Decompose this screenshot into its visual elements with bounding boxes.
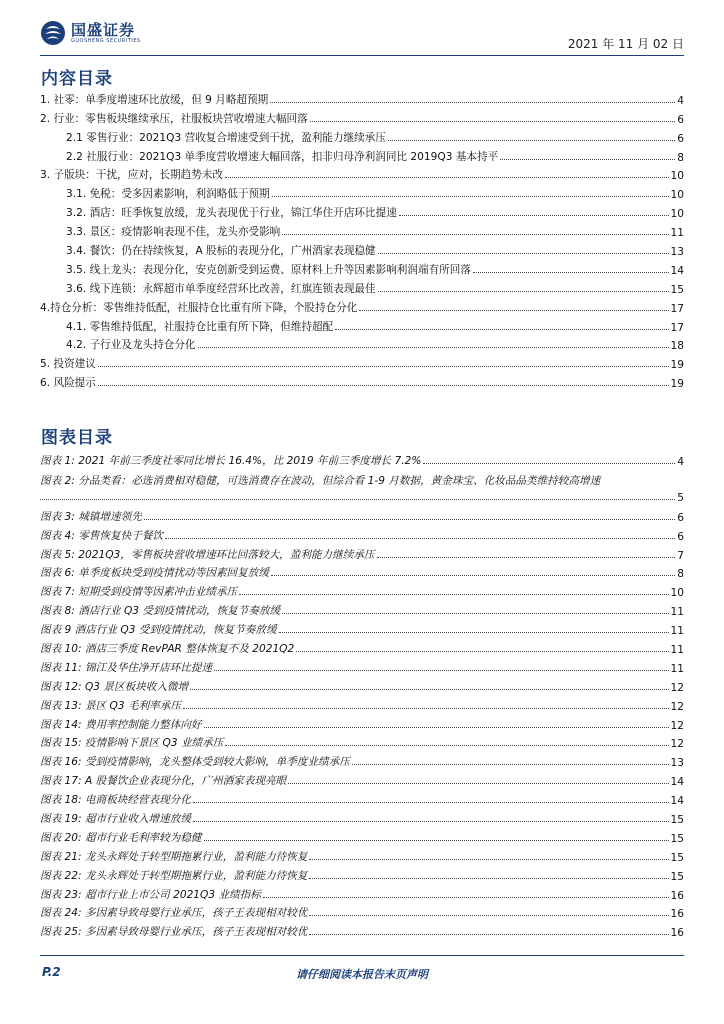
dot-leader — [263, 897, 669, 898]
toc-entry-page: 8 — [677, 151, 684, 164]
toc-entry[interactable] — [40, 315, 684, 334]
figure-entry-label: 图表 16: 受到疫情影响，龙头整体受到较大影响，单季度业绩承压 — [40, 756, 350, 769]
toc-entry-label: 3.6. 线下连锁：永辉超市单季度经营环比改善，红旗连锁表现最佳 — [66, 282, 376, 295]
figure-entry-page: 16 — [670, 908, 684, 921]
toc-entry[interactable] — [40, 239, 684, 258]
figure-entry-page: 15 — [670, 814, 684, 827]
dot-leader — [98, 366, 669, 367]
dot-leader — [309, 878, 668, 879]
figure-entry[interactable] — [40, 675, 684, 694]
toc-entry-label: 3.3. 景区：疫情影响表现不佳，龙头亦受影响 — [66, 226, 281, 239]
dot-leader — [423, 463, 675, 464]
brand-name-en: GUOSHENG SECURITIES — [71, 37, 141, 44]
figure-entry-page: 7 — [677, 549, 684, 562]
dot-leader — [377, 557, 676, 558]
toc-entry-label: 2.2 社服行业：2021Q3 单季度营收增速大幅回落，扣非归母净利润同比 2019Q3 基本持平 — [66, 150, 499, 163]
toc-entry[interactable] — [40, 164, 684, 183]
header-divider — [40, 55, 684, 56]
dot-leader — [296, 651, 668, 652]
figure-entry-page: 4 — [677, 455, 684, 468]
toc-entry-page: 17 — [670, 302, 684, 315]
figure-entry-label: 图表 12: Q3 景区板块收入微增 — [40, 680, 189, 693]
figure-entry[interactable] — [40, 713, 684, 732]
toc-entry[interactable] — [40, 371, 684, 390]
figure-entry-label: 图表 22: 龙头永辉处于转型期拖累行业，盈利能力待恢复 — [40, 869, 308, 882]
figure-entry[interactable] — [40, 732, 684, 751]
figure-entry[interactable] — [40, 580, 684, 599]
dot-leader — [399, 215, 669, 216]
figure-entry-label: 图表 18: 电商板块经营表现分化 — [40, 794, 191, 807]
figure-entry-page: 14 — [670, 776, 684, 789]
figure-entry[interactable] — [40, 920, 684, 939]
figure-entry-page: 10 — [670, 587, 684, 600]
toc-entry-label: 2. 行业：零售板块继续承压，社服板块营收增速大幅回落 — [40, 112, 308, 125]
toc-entry-page: 10 — [670, 189, 684, 202]
toc-entry-page: 10 — [670, 208, 684, 221]
figure-entry-page: 12 — [670, 719, 684, 732]
dot-leader — [225, 745, 668, 746]
figure-entry-label: 图表 14: 费用率控制能力整体向好 — [40, 718, 202, 731]
toc-entry[interactable] — [40, 201, 684, 220]
dot-leader — [282, 613, 668, 614]
figure-entry-label: 图表 21: 龙头永辉处于转型期拖累行业，盈利能力待恢复 — [40, 850, 308, 863]
dot-leader — [473, 272, 669, 273]
figure-entry[interactable] — [40, 637, 684, 656]
figure-entry[interactable] — [40, 788, 684, 807]
figure-entry-page: 15 — [670, 832, 684, 845]
dot-leader — [225, 177, 669, 178]
page-number: P.2 — [42, 965, 61, 979]
figure-entry-label: 图表 6: 单季度板块受到疫情扰动等因素回复放缓 — [40, 567, 269, 580]
figure-entry-page: 5 — [677, 491, 684, 504]
dot-leader — [198, 347, 669, 348]
figure-entry[interactable] — [40, 769, 684, 788]
dot-leader — [98, 385, 669, 386]
figure-entry-page: 15 — [670, 851, 684, 864]
toc-entry-page: 10 — [670, 170, 684, 183]
toc-entry-label: 5. 投资建议 — [40, 358, 96, 371]
toc-entry[interactable] — [40, 145, 684, 164]
figure-entry[interactable] — [40, 902, 684, 921]
toc-entry[interactable] — [40, 220, 684, 239]
figure-entry-label: 图表 5: 2021Q3，零售板块营收增速环比回落较大，盈利能力继续承压 — [40, 548, 375, 561]
figure-entry-page: 14 — [670, 795, 684, 808]
dot-leader — [378, 253, 669, 254]
toc-entry-page: 13 — [670, 246, 684, 259]
figure-entry[interactable] — [40, 750, 684, 769]
toc-entry-page: 19 — [670, 378, 684, 391]
brand-logo — [40, 20, 141, 46]
figure-entry-page: 13 — [670, 757, 684, 770]
toc-entry-label: 4.2. 子行业及龙头持仓分化 — [66, 339, 196, 352]
toc-entry-label: 3.5. 线上龙头：表现分化，安克创新受到运费、原材料上升等因素影响利润端有所回落 — [66, 263, 471, 276]
figure-entry[interactable] — [40, 543, 684, 562]
figure-entry-label: 图表 24: 多因素导致母婴行业承压，孩子王表现相对较优 — [40, 907, 308, 920]
toc-entry-page: 14 — [670, 264, 684, 277]
dot-leader — [359, 310, 668, 311]
figure-entry-label: 图表 11: 锦江及华住净开店环比提速 — [40, 661, 213, 674]
figure-entry-page: 16 — [670, 927, 684, 940]
toc-entry[interactable] — [40, 126, 684, 145]
footer-divider — [40, 955, 684, 956]
figure-entry-label: 图表 4: 零售恢复快于餐饮 — [40, 529, 163, 542]
dot-leader — [310, 121, 676, 122]
toc-entry-page: 11 — [670, 227, 684, 240]
dot-leader — [204, 727, 669, 728]
toc-entry-label: 3.2. 酒店：旺季恢复放缓，龙头表现优于行业，锦江华住开店环比提速 — [66, 207, 397, 220]
figure-entry[interactable] — [40, 449, 684, 468]
figure-entry-page: 11 — [670, 606, 684, 619]
dot-leader — [309, 859, 668, 860]
figure-entry-page: 6 — [677, 530, 684, 543]
dot-leader — [378, 291, 669, 292]
toc-entry-label: 6. 风险提示 — [40, 377, 96, 390]
toc-entry-page: 6 — [677, 132, 684, 145]
figure-entry-page: 12 — [670, 700, 684, 713]
dot-leader — [288, 783, 668, 784]
figure-entry[interactable] — [40, 883, 684, 902]
toc-entry-page: 15 — [670, 283, 684, 296]
dot-leader — [352, 764, 669, 765]
dot-leader — [282, 234, 668, 235]
dot-leader — [500, 159, 675, 160]
dot-leader — [165, 538, 675, 539]
figures-list — [40, 449, 684, 939]
figure-entry-label: 图表 23: 超市行业上市公司 2021Q3 业绩指标 — [40, 888, 261, 901]
figure-entry[interactable] — [40, 468, 684, 505]
toc-entry[interactable] — [40, 277, 684, 296]
toc-entry[interactable] — [40, 107, 684, 126]
dot-leader — [193, 821, 669, 822]
dot-leader — [183, 708, 669, 709]
toc-entry[interactable] — [40, 334, 684, 353]
toc-entry[interactable] — [40, 88, 684, 107]
figure-entry[interactable] — [40, 505, 684, 524]
figure-entry[interactable] — [40, 656, 684, 675]
figure-entry[interactable] — [40, 524, 684, 543]
figures-title: 图表目录 — [41, 428, 113, 448]
figure-entry-label: 图表 8: 酒店行业 Q3 受到疫情扰动，恢复节奏放缓 — [40, 605, 281, 618]
figure-entry-page: 12 — [670, 738, 684, 751]
dot-leader — [239, 594, 668, 595]
toc-entry-label: 3.1. 免税：受多因素影响，利润略低于预期 — [66, 188, 270, 201]
toc-list — [40, 88, 684, 390]
toc-entry-page: 17 — [670, 321, 684, 334]
dot-leader — [279, 632, 669, 633]
dot-leader — [388, 140, 675, 141]
figure-entry-label: 图表 15: 疫情影响下景区 Q3 业绩承压 — [40, 737, 224, 750]
disclaimer: 请仔细阅读本报告末页声明 — [296, 968, 428, 981]
figure-entry-label: 图表 3: 城镇增速领先 — [40, 510, 142, 523]
toc-title: 内容目录 — [41, 69, 113, 89]
toc-entry[interactable] — [40, 182, 684, 201]
toc-entry-label: 4.持仓分析：零售维持低配，社服持仓比重有所下降，个股持仓分化 — [40, 301, 358, 314]
figure-entry-page: 11 — [670, 662, 684, 675]
dot-leader — [40, 499, 675, 500]
figure-entry[interactable] — [40, 845, 684, 864]
dot-leader — [335, 329, 668, 330]
toc-entry-label: 2.1 零售行业：2021Q3 营收复合增速受到干扰，盈利能力继续承压 — [66, 131, 386, 144]
figure-entry-label: 图表 7: 短期受到疫情等因素冲击业绩承压 — [40, 586, 238, 599]
dot-leader — [190, 689, 668, 690]
figure-entry-page: 6 — [677, 511, 684, 524]
toc-entry[interactable] — [40, 258, 684, 277]
dot-leader — [193, 802, 669, 803]
dot-leader — [270, 102, 675, 103]
toc-entry-page: 19 — [670, 359, 684, 372]
dot-leader — [309, 915, 668, 916]
figure-entry[interactable] — [40, 694, 684, 713]
brand-logo-icon — [40, 20, 66, 46]
figure-entry-page: 11 — [670, 625, 684, 638]
figure-entry-page: 16 — [670, 889, 684, 902]
figure-entry[interactable] — [40, 618, 684, 637]
figure-entry-label: 图表 20: 超市行业毛利率较为稳健 — [40, 831, 202, 844]
figure-entry-page: 8 — [677, 568, 684, 581]
figure-entry-page: 15 — [670, 870, 684, 883]
figure-entry-label: 图表 13: 景区 Q3 毛利率承压 — [40, 699, 181, 712]
figure-entry-label: 图表 9 酒店行业 Q3 受到疫情扰动，恢复节奏放缓 — [40, 624, 277, 637]
toc-entry-page: 4 — [677, 94, 684, 107]
dot-leader — [144, 519, 675, 520]
figure-entry-label: 图表 2: 分品类看：必选消费相对稳健，可选消费存在波动，但综合看 1-9 月数据，黄金珠宝、化妆品品类维持较高增速 — [40, 474, 601, 487]
toc-entry-page: 18 — [670, 340, 684, 353]
dot-leader — [271, 575, 675, 576]
figure-entry[interactable] — [40, 864, 684, 883]
brand-name: 国盛证券 — [71, 20, 136, 39]
figure-entry-label: 图表 1: 2021 年前三季度社零同比增长 16.4%，比 2019 年前三季度增长 7.2% — [40, 454, 422, 467]
page-header — [40, 18, 684, 54]
toc-entry[interactable] — [40, 352, 684, 371]
toc-entry[interactable] — [40, 296, 684, 315]
report-date: 2021 年 11 月 02 日 — [567, 37, 684, 51]
figure-entry[interactable] — [40, 826, 684, 845]
dot-leader — [204, 840, 669, 841]
toc-entry-label: 4.1. 零售维持低配，社服持仓比重有所下降，但维持超配 — [66, 320, 334, 333]
toc-entry-label: 3. 子版块：干扰，应对，长期趋势未改 — [40, 169, 223, 182]
figure-entry-page: 12 — [670, 681, 684, 694]
toc-entry-page: 6 — [677, 113, 684, 126]
figure-entry-label: 图表 10: 酒店三季度 RevPAR 整体恢复不及 2021Q2 — [40, 643, 295, 656]
dot-leader — [309, 934, 668, 935]
figure-entry-label: 图表 25: 多因素导致母婴行业承压，孩子王表现相对较优 — [40, 926, 308, 939]
toc-entry-label: 1. 社零：单季度增速环比放缓，但 9 月略超预期 — [40, 93, 269, 106]
toc-entry-label: 3.4. 餐饮：仍在持续恢复，A 股标的表现分化，广州酒家表现稳健 — [66, 245, 376, 258]
figure-entry[interactable] — [40, 562, 684, 581]
figure-entry[interactable] — [40, 599, 684, 618]
dot-leader — [214, 670, 668, 671]
figure-entry-page: 11 — [670, 644, 684, 657]
dot-leader — [272, 196, 669, 197]
figure-entry-label: 图表 19: 超市行业收入增速放缓 — [40, 813, 191, 826]
figure-entry-label: 图表 17: A 股餐饮企业表现分化，广州酒家表现亮眼 — [40, 775, 287, 788]
figure-entry[interactable] — [40, 807, 684, 826]
